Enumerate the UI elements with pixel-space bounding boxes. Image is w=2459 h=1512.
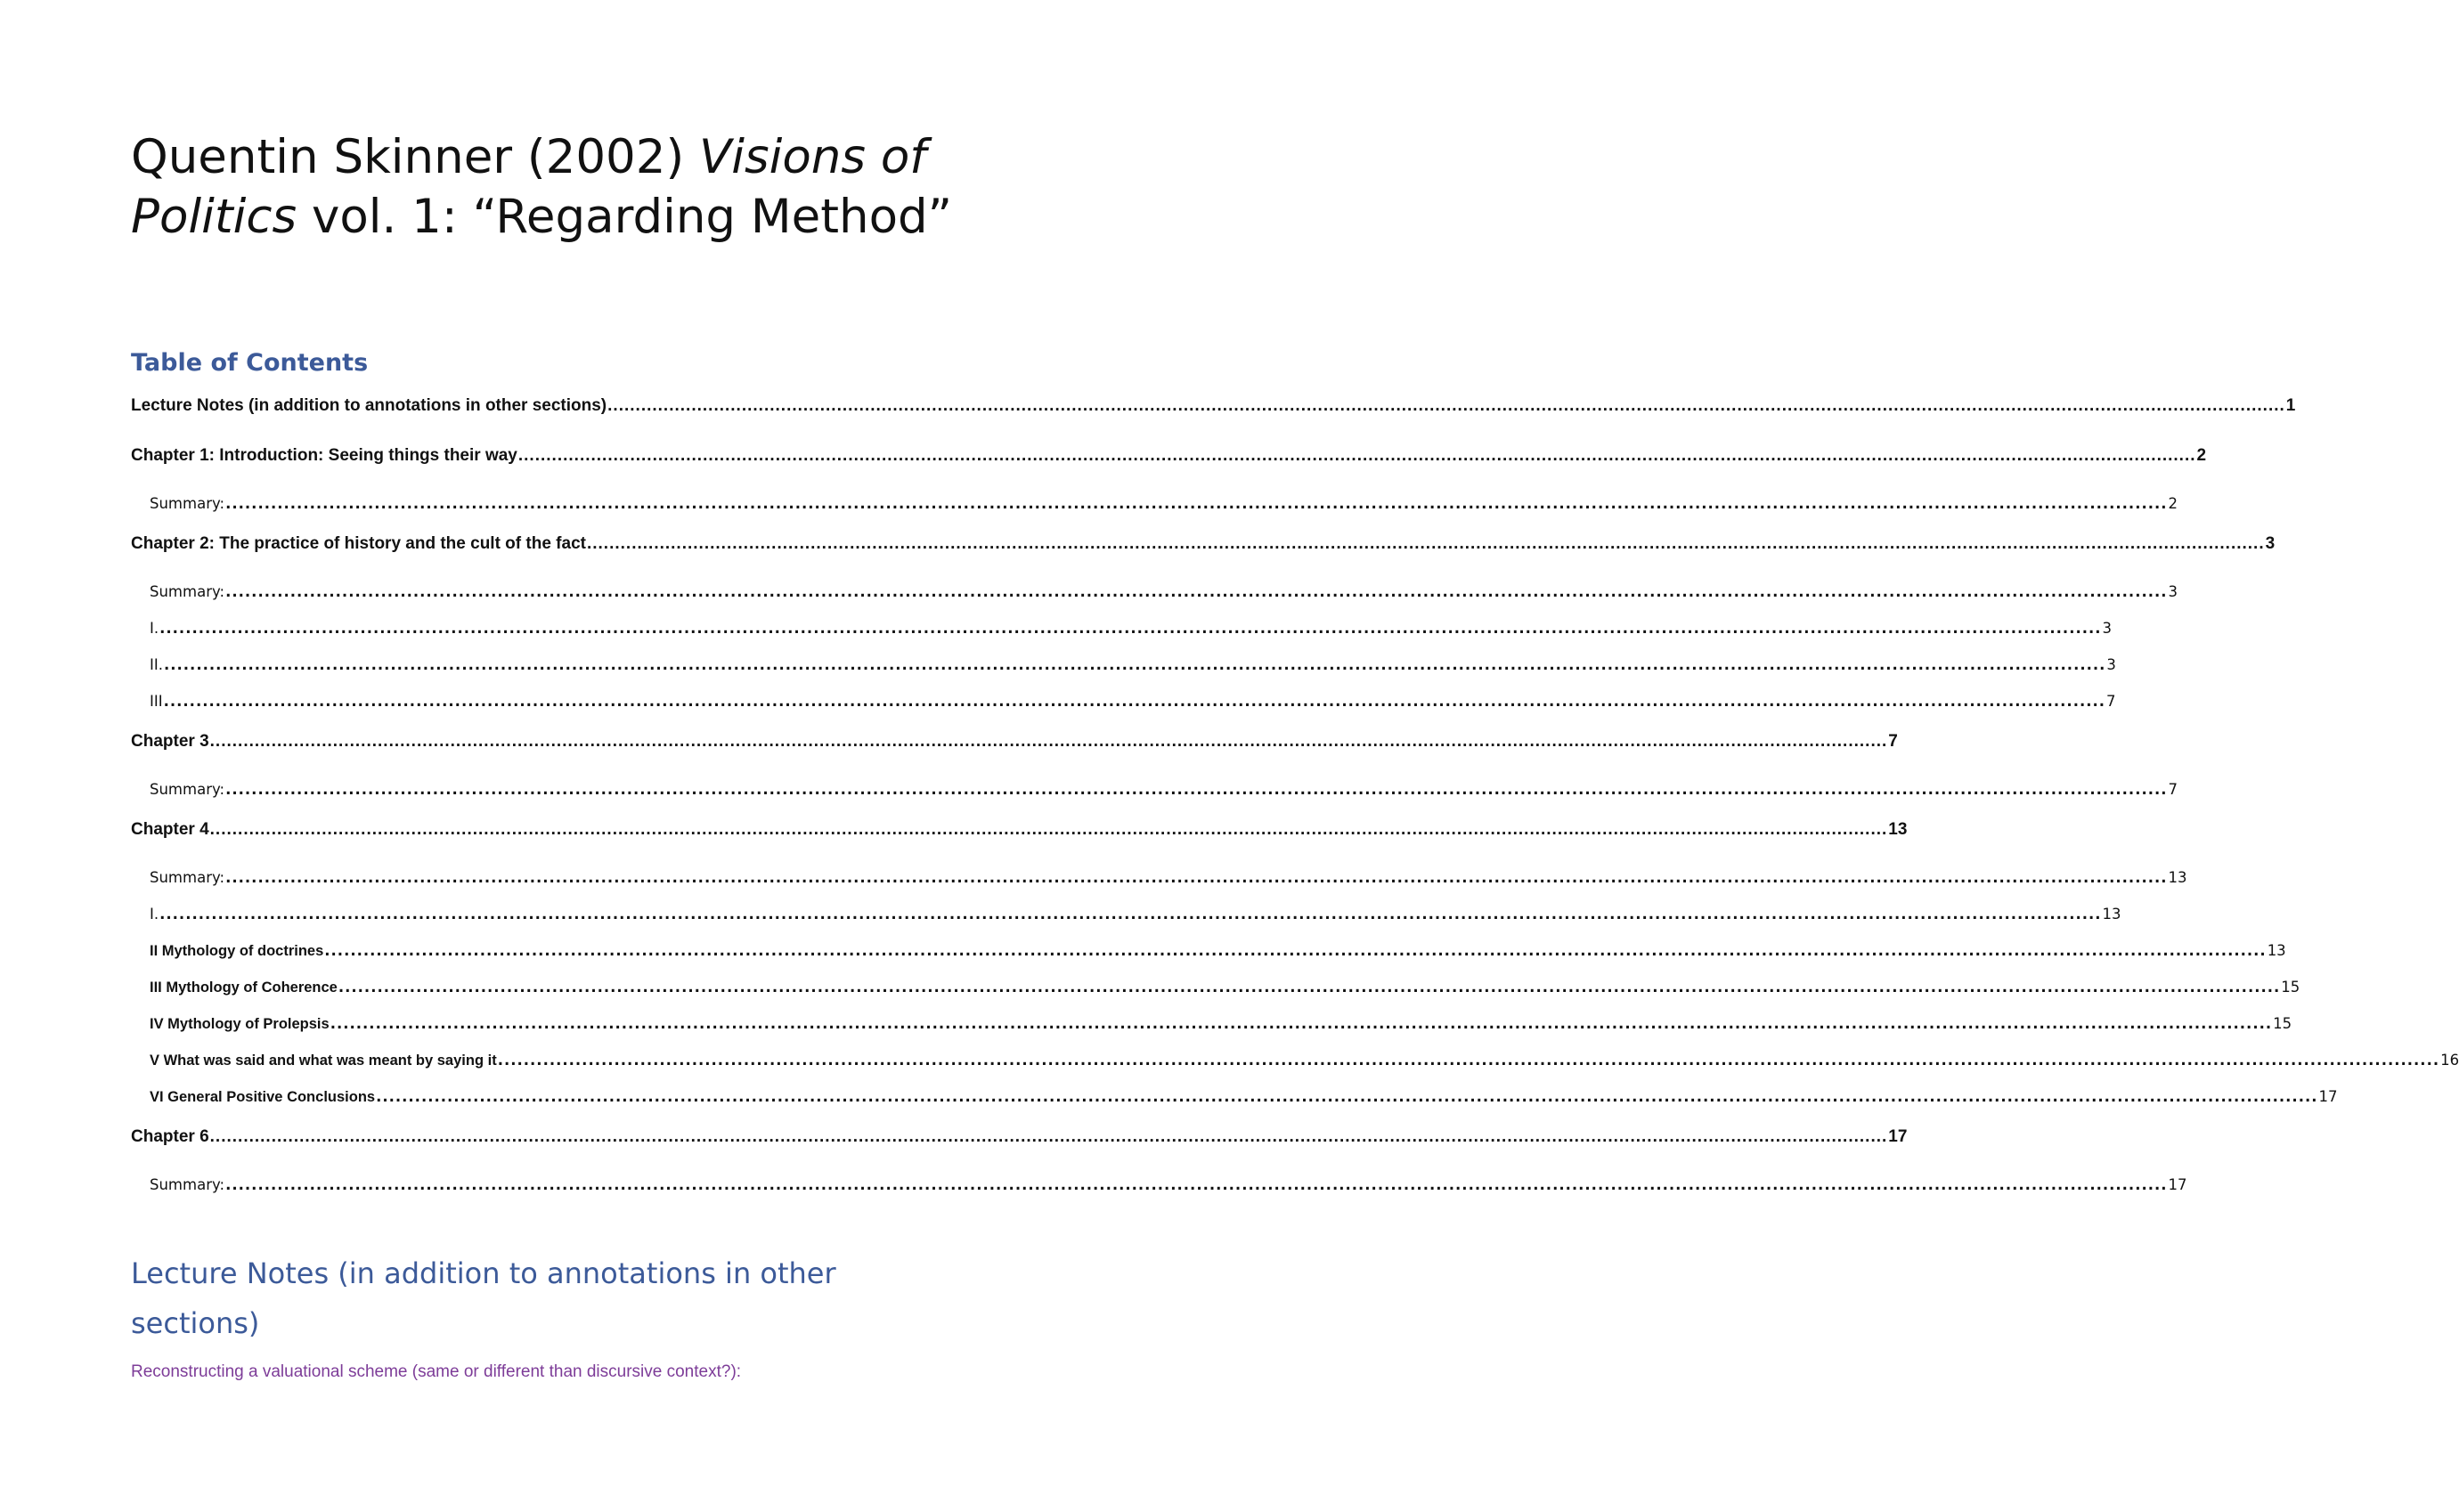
toc-entry[interactable] bbox=[131, 580, 2178, 616]
title-part-2: vol. 1: “Regarding Method” bbox=[297, 190, 953, 244]
toc-entry-label: III Mythology of Coherence bbox=[150, 980, 338, 996]
toc-entry-page: 17 bbox=[2168, 1176, 2187, 1193]
toc-entry[interactable] bbox=[131, 777, 2178, 814]
toc-entry[interactable] bbox=[131, 689, 2116, 726]
table-of-contents bbox=[131, 390, 2459, 1209]
toc-dot-leader: ............................................................................................................................................................................................................................................................................................................ bbox=[586, 534, 2265, 553]
toc-entry[interactable] bbox=[131, 528, 2276, 580]
toc-entry[interactable] bbox=[131, 1173, 2187, 1209]
toc-entry-label: I. bbox=[150, 620, 159, 637]
toc-dot-leader: ............................................................................................................................................................................................................................................................................................................ bbox=[163, 693, 2106, 710]
toc-entry-page: 17 bbox=[1888, 1127, 1908, 1146]
toc-dot-leader: ............................................................................................................................................................................................................................................................................................................ bbox=[607, 396, 2285, 415]
toc-entry[interactable] bbox=[131, 1085, 2338, 1121]
toc-entry-page: 2 bbox=[2196, 446, 2207, 465]
toc-entry-label: Chapter 2: The practice of history and the cult of the fact bbox=[131, 534, 586, 553]
toc-entry[interactable] bbox=[131, 975, 2300, 1012]
toc-entry-label: III bbox=[150, 693, 163, 710]
toc-entry-page: 3 bbox=[2265, 534, 2276, 553]
toc-entry-page: 1 bbox=[2285, 396, 2296, 415]
toc-entry-label: Summary: bbox=[150, 781, 225, 798]
toc-entry-page: 3 bbox=[2106, 656, 2116, 673]
toc-entry[interactable] bbox=[131, 1012, 2292, 1048]
toc-entry-page: 13 bbox=[2267, 942, 2286, 959]
toc-dot-leader: ............................................................................................................................................................................................................................................................................................................ bbox=[225, 869, 2168, 886]
toc-entry-label: Summary: bbox=[150, 869, 225, 886]
toc-entry-label: Chapter 4 bbox=[131, 820, 209, 839]
toc-entry-label: IV Mythology of Prolepsis bbox=[150, 1016, 330, 1032]
toc-entry-page: 3 bbox=[2168, 583, 2178, 600]
toc-dot-leader: ............................................................................................................................................................................................................................................................................................................ bbox=[159, 906, 2102, 923]
toc-dot-leader: ............................................................................................................................................................................................................................................................................................................ bbox=[324, 942, 2267, 959]
toc-entry-page: 15 bbox=[2273, 1015, 2292, 1032]
toc-entry-label: II. bbox=[150, 656, 163, 673]
toc-entry-page: 13 bbox=[1888, 820, 1908, 839]
toc-entry[interactable] bbox=[131, 902, 2121, 939]
toc-entry-page: 7 bbox=[1888, 732, 1898, 751]
title-part-1: Quentin Skinner (2002) bbox=[131, 130, 700, 184]
toc-entry-page: 3 bbox=[2102, 620, 2113, 637]
toc-dot-leader: ............................................................................................................................................................................................................................................................................................................ bbox=[338, 979, 2281, 996]
toc-entry-page: 16 bbox=[2440, 1052, 2459, 1069]
toc-entry-label: Lecture Notes (in addition to annotations in other sections) bbox=[131, 396, 607, 415]
toc-dot-leader: ............................................................................................................................................................................................................................................................................................................ bbox=[376, 1088, 2318, 1105]
toc-entry[interactable] bbox=[131, 616, 2113, 653]
toc-dot-leader: ............................................................................................................................................................................................................................................................................................................ bbox=[209, 820, 1888, 839]
toc-entry-page: 13 bbox=[2102, 906, 2121, 923]
toc-dot-leader: ............................................................................................................................................................................................................................................................................................................ bbox=[330, 1015, 2273, 1032]
title-italic-book: Visions of Politics bbox=[131, 130, 926, 244]
toc-dot-leader: ............................................................................................................................................................................................................................................................................................................ bbox=[517, 446, 2196, 465]
sub-heading-valuational-scheme: Reconstructing a valuational scheme (same or different than discursive context?): bbox=[131, 1362, 742, 1381]
toc-entry-page: 17 bbox=[2318, 1088, 2338, 1105]
toc-entry[interactable] bbox=[131, 492, 2178, 528]
toc-dot-leader: ............................................................................................................................................................................................................................................................................................................ bbox=[225, 1176, 2168, 1193]
toc-dot-leader: ............................................................................................................................................................................................................................................................................................................ bbox=[163, 656, 2106, 673]
toc-entry-page: 15 bbox=[2281, 979, 2300, 996]
toc-entry[interactable] bbox=[131, 1121, 1908, 1173]
toc-entry[interactable] bbox=[131, 814, 1908, 866]
toc-entry-label: Summary: bbox=[150, 583, 225, 600]
toc-entry[interactable] bbox=[131, 726, 1898, 777]
toc-entry-label: Summary: bbox=[150, 1176, 225, 1193]
section-heading-lecture-notes: Lecture Notes (in addition to annotations in other sections) bbox=[131, 1256, 836, 1340]
toc-dot-leader: ............................................................................................................................................................................................................................................................................................................ bbox=[225, 495, 2168, 512]
toc-entry-label: Chapter 3 bbox=[131, 732, 209, 751]
toc-entry-page: 13 bbox=[2168, 869, 2187, 886]
toc-dot-leader: ............................................................................................................................................................................................................................................................................................................ bbox=[159, 620, 2102, 637]
toc-entry[interactable] bbox=[131, 390, 2296, 440]
toc-entry-label: I. bbox=[150, 906, 159, 923]
toc-entry-page: 7 bbox=[2168, 781, 2178, 798]
toc-entry[interactable] bbox=[131, 440, 2207, 492]
toc-dot-leader: ............................................................................................................................................................................................................................................................................................................ bbox=[225, 583, 2168, 600]
toc-entry[interactable] bbox=[131, 939, 2286, 975]
toc-entry-page: 7 bbox=[2106, 693, 2116, 710]
toc-entry-label: Chapter 1: Introduction: Seeing things their way bbox=[131, 446, 517, 465]
toc-dot-leader: ............................................................................................................................................................................................................................................................................................................ bbox=[209, 1127, 1888, 1146]
toc-dot-leader: ............................................................................................................................................................................................................................................................................................................ bbox=[497, 1052, 2440, 1069]
toc-entry-label: VI General Positive Conclusions bbox=[150, 1089, 376, 1105]
document-title bbox=[131, 127, 959, 247]
toc-entry-label: II Mythology of doctrines bbox=[150, 943, 324, 959]
toc-entry-label: Summary: bbox=[150, 495, 225, 512]
toc-entry-label: V What was said and what was meant by saying it bbox=[150, 1053, 497, 1069]
toc-entry[interactable] bbox=[131, 653, 2116, 689]
toc-heading: Table of Contents bbox=[131, 349, 369, 377]
toc-entry-label: Chapter 6 bbox=[131, 1127, 209, 1146]
toc-dot-leader: ............................................................................................................................................................................................................................................................................................................ bbox=[209, 732, 1888, 751]
toc-entry[interactable] bbox=[131, 1048, 2459, 1085]
toc-entry-page: 2 bbox=[2168, 495, 2178, 512]
toc-entry[interactable] bbox=[131, 866, 2187, 902]
toc-dot-leader: ............................................................................................................................................................................................................................................................................................................ bbox=[225, 781, 2168, 798]
